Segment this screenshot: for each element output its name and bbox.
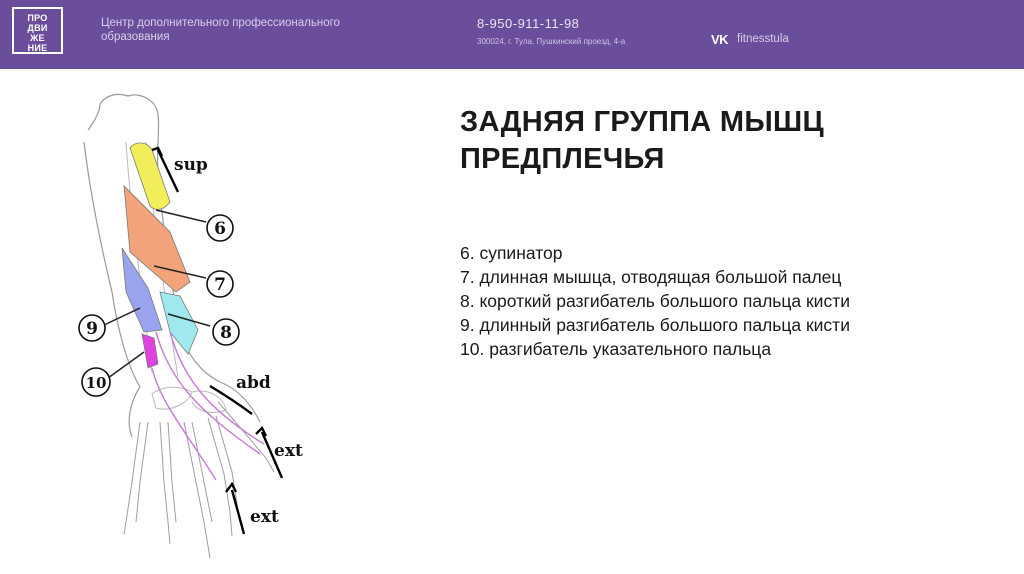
org-line-1: Центр дополнительного профессионального bbox=[101, 17, 340, 29]
org-line-2: образования bbox=[101, 31, 170, 43]
title-line-2: ПРЕДПЛЕЧЬЯ bbox=[460, 143, 665, 175]
logo-line: ЖЕ bbox=[30, 33, 45, 43]
list-item: 7. длинная мышца, отводящая большой палец bbox=[460, 267, 842, 287]
label-ext-lower: ext bbox=[250, 507, 279, 527]
label-8: 8 bbox=[220, 323, 232, 343]
organization-name bbox=[101, 16, 401, 44]
label-10: 10 bbox=[85, 374, 107, 392]
finger-bones bbox=[124, 402, 274, 558]
title-line-1: ЗАДНЯЯ ГРУППА МЫШЦ bbox=[460, 106, 824, 138]
label-6: 6 bbox=[214, 219, 226, 239]
label-abd: abd bbox=[236, 373, 271, 393]
label-9: 9 bbox=[86, 319, 98, 339]
logo-line: ПРО bbox=[27, 13, 48, 23]
list-item: 6. супинатор bbox=[460, 243, 563, 263]
slide-title bbox=[460, 104, 980, 178]
header-bar bbox=[0, 0, 1024, 69]
brand-logo[interactable] bbox=[12, 7, 63, 54]
tendons bbox=[152, 332, 264, 480]
logo-line: НИЕ bbox=[27, 43, 48, 53]
social-account-name[interactable]: fitnesstula bbox=[737, 33, 789, 45]
label-7: 7 bbox=[214, 275, 226, 295]
forearm-muscles-illustration bbox=[60, 82, 380, 568]
extensor-pollicis-brevis-muscle bbox=[160, 292, 198, 354]
phone-number[interactable]: 8-950-911-11-98 bbox=[477, 16, 580, 31]
list-item: 8. короткий разгибатель большого пальца кисти bbox=[460, 291, 850, 311]
list-item: 9. длинный разгибатель большого пальца кисти bbox=[460, 315, 850, 335]
label-sup: sup bbox=[174, 155, 208, 175]
vk-icon[interactable]: VK bbox=[711, 32, 729, 47]
address: 300024, г. Тула, Пушкинский проезд, 4-а bbox=[477, 37, 626, 46]
list-item: 10. разгибатель указательного пальца bbox=[460, 339, 772, 359]
muscle-list bbox=[460, 241, 1000, 361]
extensor-indicis-muscle bbox=[142, 334, 158, 368]
logo-line: ДВИ bbox=[27, 23, 48, 33]
label-ext-upper: ext bbox=[274, 441, 303, 461]
